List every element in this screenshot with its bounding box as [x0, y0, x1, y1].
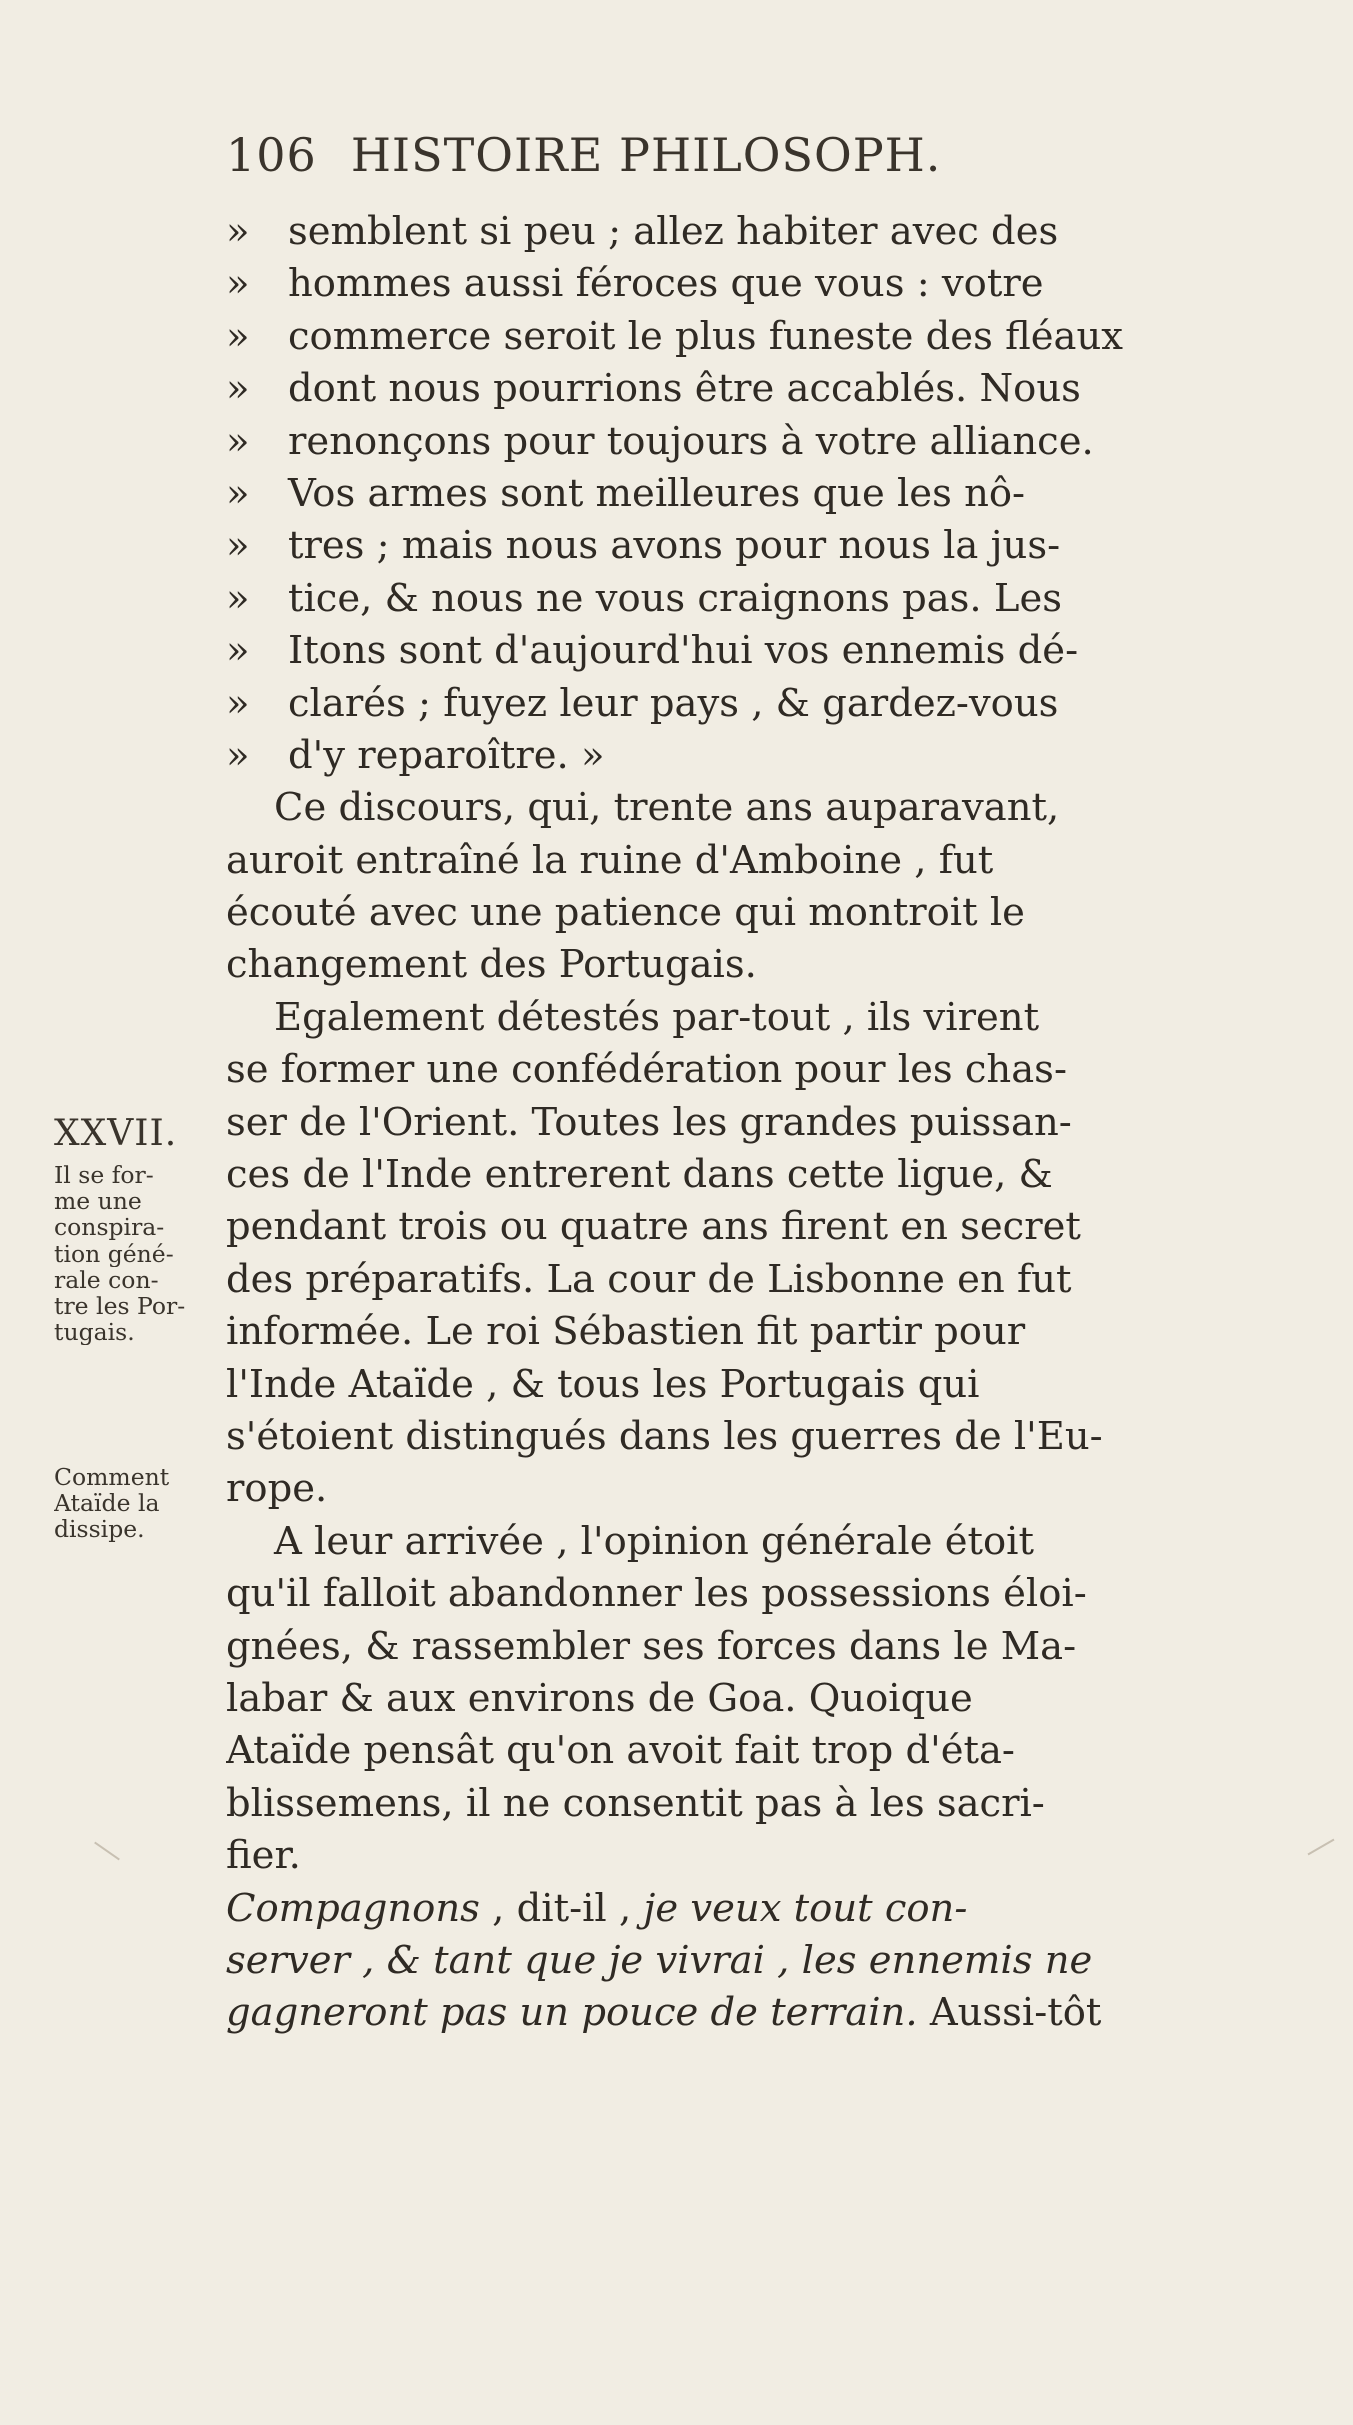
- text-line: changement des Portugais.: [226, 942, 757, 988]
- italic-text: je veux tout con-: [643, 1885, 968, 1931]
- margin-note-conspiracy: [54, 1108, 232, 1345]
- margin-note-text: [54, 1162, 232, 1345]
- text-line: Egalement détestés par-tout , ils virent: [274, 994, 1040, 1040]
- margin-note-line: Ataïde la: [54, 1490, 160, 1517]
- quote-mark: »: [226, 523, 250, 569]
- text-line: [226, 468, 1270, 520]
- text-line: informée. Le roi Sébastien fit partir pour: [226, 1309, 1026, 1355]
- quoted-text: tice, & nous ne vous craignons pas. Les: [288, 575, 1063, 621]
- margin-note-line: Il se for-: [54, 1162, 154, 1189]
- quote-mark: »: [226, 470, 250, 516]
- quote-mark: »: [226, 418, 250, 464]
- text-line: [226, 520, 1270, 572]
- text-line: [226, 730, 1270, 782]
- text-line: qu'il falloit abandonner les possessions éloi-: [226, 1571, 1087, 1617]
- margin-note-line: tugais.: [54, 1319, 135, 1346]
- text-line: [226, 311, 1270, 363]
- quote-mark: »: [226, 209, 250, 254]
- quoted-text: d'y reparoître. »: [288, 732, 605, 778]
- quote-mark: »: [226, 261, 250, 307]
- margin-note-line: Comment: [54, 1464, 170, 1491]
- section-number: XXVII.: [54, 1113, 178, 1154]
- italic-text: Compagnons: [226, 1885, 480, 1931]
- text-line: [226, 1883, 1270, 1935]
- text-line: A leur arrivée , l'opinion générale étoit: [274, 1518, 1034, 1564]
- quote-mark: »: [226, 628, 250, 674]
- text-line: des préparatifs. La cour de Lisbonne en fut: [226, 1256, 1072, 1302]
- margin-note-line: tre les Por-: [54, 1293, 186, 1320]
- text-line: blissemens, il ne consentit pas à les sacri-: [226, 1780, 1045, 1826]
- margin-note-dissipe: [54, 1464, 232, 1543]
- text-line: fier.: [226, 1833, 301, 1879]
- text-segment: Aussi-tôt: [917, 1990, 1102, 2036]
- text-line: auroit entraîné la ruine d'Amboine , fut: [226, 837, 994, 883]
- running-title: HISTOIRE PHILOSOPH.: [350, 128, 942, 182]
- margin-note-line: tion géné-: [54, 1240, 174, 1267]
- paper-blemish: [1308, 1839, 1335, 1856]
- running-head: [226, 128, 1126, 182]
- text-line: pendant trois ou quatre ans firent en secret: [226, 1204, 1081, 1250]
- margin-note-line: conspira-: [54, 1214, 165, 1241]
- body-text: [226, 206, 1270, 2040]
- text-line: [226, 363, 1270, 415]
- text-line: [226, 416, 1270, 468]
- text-line: écouté avec une patience qui montroit le: [226, 890, 1025, 936]
- margin-note-line: me une: [54, 1188, 142, 1215]
- text-line: [226, 573, 1270, 625]
- paragraph-1: [226, 782, 1270, 992]
- text-line: se former une confédération pour les chas-: [226, 1047, 1067, 1093]
- text-line: l'Inde Ataïde , & tous les Portugais qui: [226, 1361, 980, 1407]
- text-line: Ataïde pensât qu'on avoit fait trop d'éta-: [226, 1728, 1015, 1774]
- text-line: s'étoient distingués dans les guerres de l'Eu-: [226, 1413, 1103, 1459]
- text-line: [226, 258, 1270, 310]
- quoted-text: Itons sont d'aujourd'hui vos ennemis dé-: [288, 628, 1079, 674]
- margin-note-line: dissipe.: [54, 1516, 145, 1543]
- text-line: labar & aux environs de Goa. Quoique: [226, 1675, 973, 1721]
- quoted-text: semblent si peu ; allez habiter avec des: [288, 209, 1059, 254]
- text-segment: , dit-il ,: [479, 1885, 644, 1931]
- quote-mark: »: [226, 680, 250, 726]
- text-line: gnées, & rassembler ses forces dans le Ma-: [226, 1623, 1077, 1669]
- text-line: Ce discours, qui, trente ans auparavant,: [274, 785, 1060, 831]
- quoted-text: clarés ; fuyez leur pays , & gardez-vous: [288, 680, 1059, 726]
- quoted-text: dont nous pourrions être accablés. Nous: [288, 366, 1081, 412]
- text-line: server , & tant que je vivrai , les ennemis ne: [226, 1937, 1093, 1983]
- text-line: rope.: [226, 1466, 328, 1512]
- italic-text: gagneront pas un pouce de terrain.: [226, 1990, 918, 2036]
- text-line: [226, 678, 1270, 730]
- quoted-text: tres ; mais nous avons pour nous la jus-: [288, 523, 1061, 569]
- text-line: [226, 625, 1270, 677]
- paper-blemish: [94, 1842, 120, 1861]
- text-line: [226, 1987, 1270, 2039]
- text-line: ces de l'Inde entrerent dans cette ligue, &: [226, 1152, 1053, 1198]
- quote-mark: »: [226, 575, 250, 621]
- quoted-text: commerce seroit le plus funeste des fléaux: [288, 313, 1123, 359]
- paragraph-2: [226, 992, 1270, 1516]
- quoted-speech: [226, 206, 1270, 782]
- quote-mark: »: [226, 366, 250, 412]
- margin-note-line: rale con-: [54, 1266, 159, 1294]
- margin-note-text: [54, 1464, 232, 1543]
- text-line: ser de l'Orient. Toutes les grandes puissan-: [226, 1099, 1072, 1145]
- paragraph-3: [226, 1516, 1270, 1883]
- quote-mark: »: [226, 732, 250, 778]
- quoted-text: hommes aussi féroces que vous : votre: [288, 261, 1044, 307]
- quote-mark: »: [226, 313, 250, 359]
- page-number: 106: [226, 128, 317, 182]
- quoted-text: renonçons pour toujours à votre alliance.: [288, 418, 1094, 464]
- text-line: [226, 206, 1270, 258]
- quoted-text: Vos armes sont meilleures que les nô-: [288, 470, 1026, 516]
